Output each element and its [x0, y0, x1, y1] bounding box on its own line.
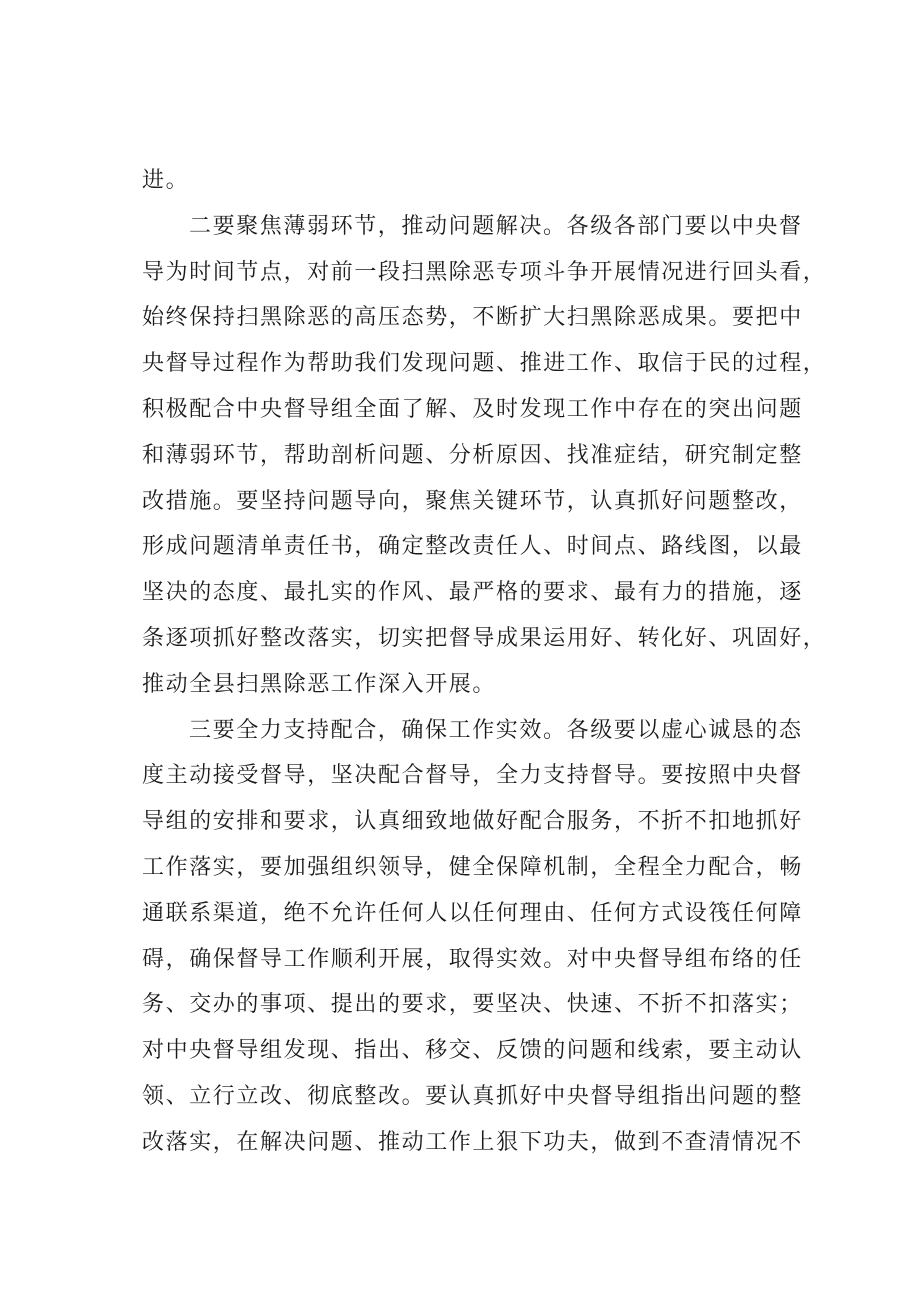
text-line: 导为时间节点，对前一段扫黑除恶专项斗争开展情况进行回头看， — [142, 259, 827, 285]
text-line: 二要聚焦薄弱环节，推动问题解决。各级各部门要以中央督 — [189, 213, 803, 239]
text-line: 坚决的态度、最扎实的作风、最严格的要求、最有力的措施，逐 — [142, 580, 803, 606]
text-line: 和薄弱环节，帮助剖析问题、分析原因、找准症结，研究制定整 — [142, 442, 803, 468]
text-line: 对中央督导组发现、指出、移交、反馈的问题和线索，要主动认 — [142, 1038, 803, 1064]
text-line: 进。 — [142, 168, 190, 193]
text-line: 改措施。要坚持问题导向，聚焦关键环节，认真抓好问题整改， — [142, 488, 803, 514]
text-line: 通联系渠道，绝不允许任何人以任何理由、任何方式设筏任何障 — [142, 900, 803, 926]
text-line: 工作落实，要加强组织领导，健全保障机制，全程全力配合，畅 — [142, 854, 803, 880]
text-line: 三要全力支持配合，确保工作实效。各级要以虚心诚恳的态 — [189, 717, 803, 743]
text-line: 度主动接受督导，坚决配合督导，全力支持督导。要按照中央督 — [142, 763, 803, 789]
text-line: 领、立行立改、彻底整改。要认真抓好中央督导组指出问题的整 — [142, 1083, 803, 1109]
text-line: 形成问题清单责任书，确定整改责任人、时间点、路线图，以最 — [142, 534, 803, 560]
text-line: 导组的安排和要求，认真细致地做好配合服务，不折不扣地抓好 — [142, 809, 803, 835]
text-line: 改落实，在解决问题、推动工作上狠下功夫，做到不查清情况不 — [142, 1129, 803, 1155]
text-line: 条逐项抓好整改落实，切实把督导成果运用好、转化好、巩固好， — [142, 625, 827, 651]
text-line: 务、交办的事项、提出的要求，要坚决、快速、不折不扣落实； — [142, 992, 803, 1018]
document-body — [142, 158, 827, 1166]
text-line: 推动全县扫黑除恶工作深入开展。 — [142, 671, 497, 697]
text-line: 始终保持扫黑除恶的高压态势，不断扩大扫黑除恶成果。要把中 — [142, 305, 803, 331]
text-line: 积极配合中央督导组全面了解、及时发现工作中存在的突出问题 — [142, 396, 803, 422]
text-line: 碍，确保督导工作顺利开展，取得实效。对中央督导组布络的任 — [142, 946, 803, 972]
text-line: 央督导过程作为帮助我们发现问题、推进工作、取信于民的过程， — [142, 351, 827, 377]
